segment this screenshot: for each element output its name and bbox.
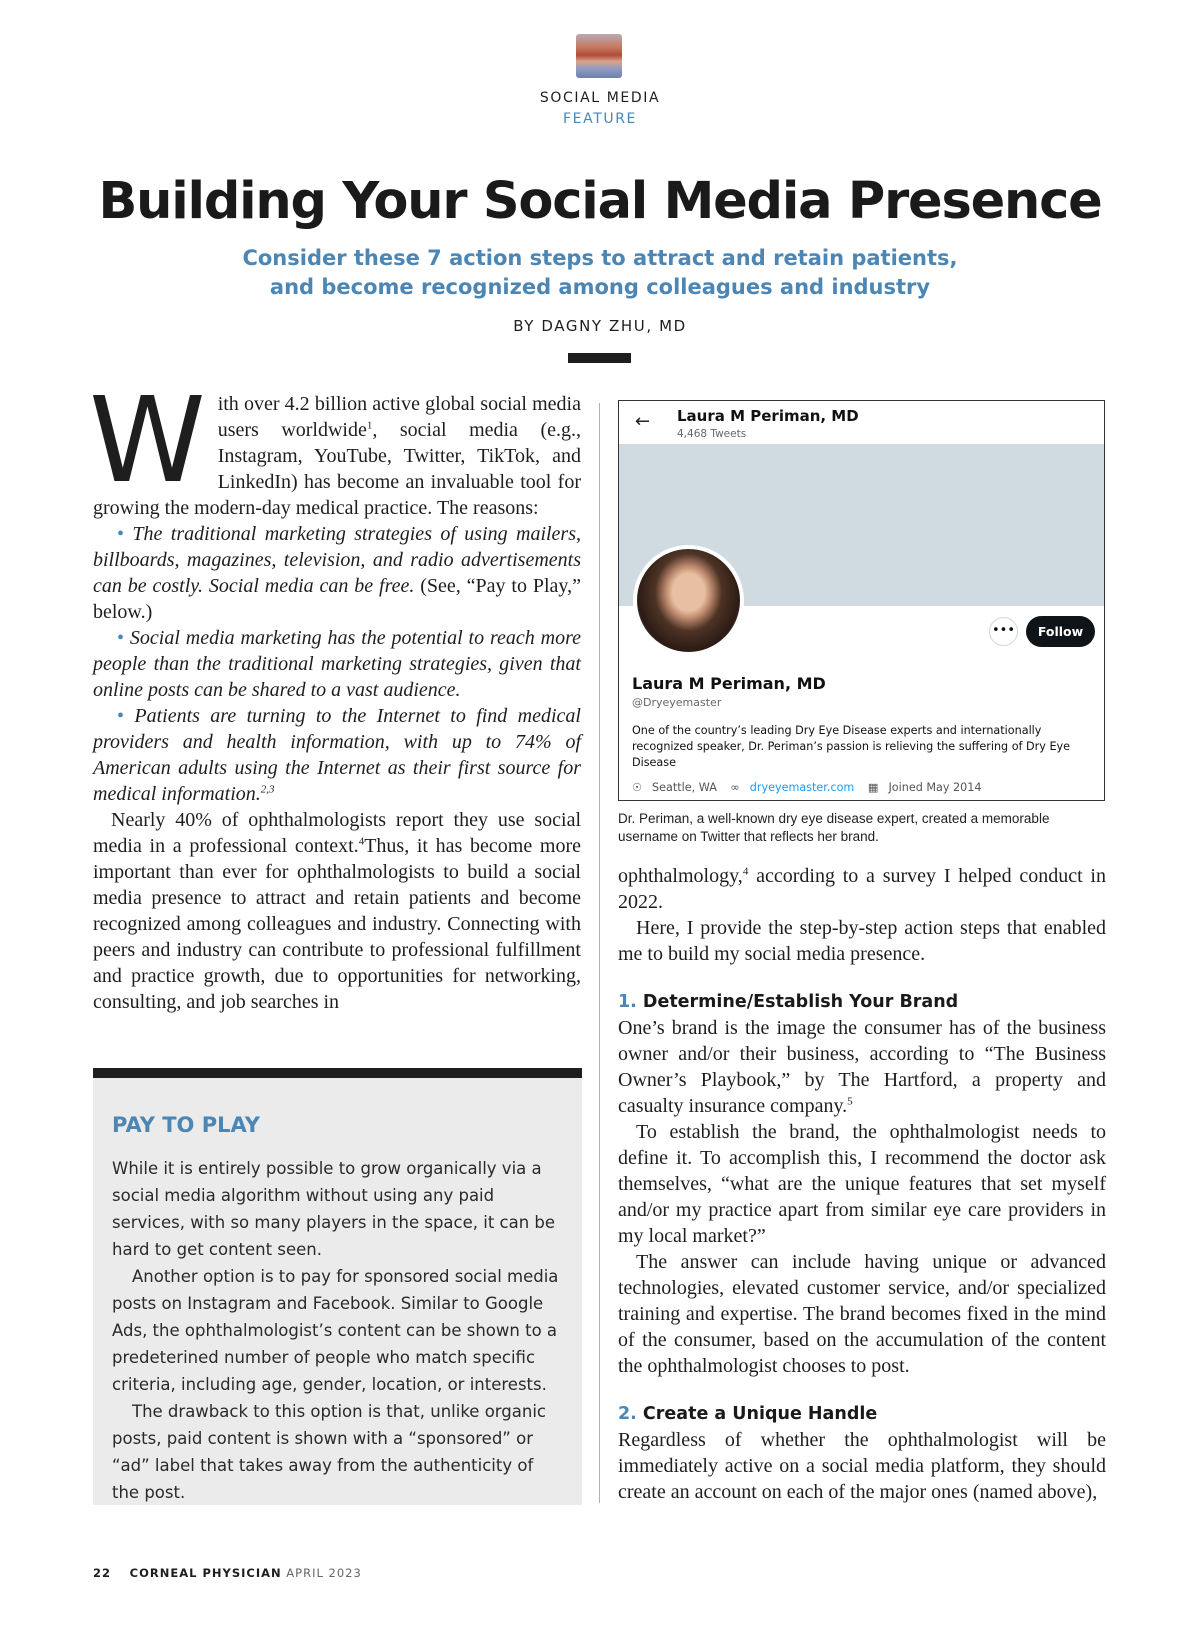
section-label: SOCIAL MEDIA xyxy=(539,90,661,106)
subtitle-line-1: Consider these 7 action steps to attract and retain patients, xyxy=(242,246,958,270)
body-paragraph: The answer can include having unique or advanced technologies, elevated customer service, and/or specialized training and expertise. The brand becomes fixed in the mind of the consumer, based on the accumulation of the content the ophthalmologist chooses to post. xyxy=(618,1251,1106,1377)
profile-name: Laura M Periman, MD xyxy=(632,674,826,693)
step-2-heading: 2. Create a Unique Handle xyxy=(618,1404,878,1424)
profile-handle: @Dryeyemaster xyxy=(632,696,722,709)
issue-date: APRIL 2023 xyxy=(286,1566,362,1580)
twitter-profile-card xyxy=(618,400,1105,801)
body-paragraph: Here, I provide the step-by-step action steps that enabled me to build my social media presence. xyxy=(618,917,1106,965)
profile-website-link[interactable]: dryeyemaster.com xyxy=(749,781,855,794)
left-column xyxy=(89,371,581,1015)
tweet-count: 4,468 Tweets xyxy=(677,428,747,440)
body-paragraph: One’s brand is the image the consumer has of the business owner and/or their business, according to “The Business Owner’s Playbook,” by The Hartford, a property and casualty insurance company.$^5$ xyxy=(618,1017,1106,1117)
page-number: 22 xyxy=(93,1566,112,1580)
sidebar-paragraph: While it is entirely possible to grow organically via a social media algorithm without using any paid services, with so many players in the space, it can be hard to get content seen. xyxy=(112,1159,556,1259)
drop-cap: W xyxy=(89,371,206,509)
sidebar-paragraph: The drawback to this option is that, unlike organic posts, paid content is shown with a “sponsored” or “ad” label that takes away from the authenticity of the post. xyxy=(112,1402,546,1502)
article-title: Building Your Social Media Presence xyxy=(98,172,1102,231)
pay-to-play-sidebar xyxy=(93,1068,582,1505)
right-column xyxy=(618,863,1106,1505)
body-paragraph: Nearly 40% of ophthalmologists report they use social media in a professional context.$^4$Thus, it has become more important than ever for ophthalmologists to build a social media presence to attract and retain patients and become recognized among colleagues and industry. Connecting with peers and industry can contribute to professional fulfillment and practice growth, due to opportunities for networking, consulting, and job searches in xyxy=(93,809,581,1013)
body-paragraph: Regardless of whether the ophthalmologist will be immediately active on a social media platform, they should create an account on each of the major ones (named above), xyxy=(618,1429,1106,1503)
bullet-item: • Social media marketing has the potential to reach more people than the traditional marketing strategies, given that online posts can be shared to a vast audience. xyxy=(93,627,581,701)
body-paragraph: ophthalmology,$^4$ according to a survey I helped conduct in 2022. xyxy=(618,865,1106,913)
profile-joined: Joined May 2014 xyxy=(888,781,982,794)
section-sub-label: FEATURE xyxy=(563,111,637,127)
more-options-button[interactable]: ••• xyxy=(989,617,1018,646)
profile-location: Seattle, WA xyxy=(652,781,717,794)
profile-meta xyxy=(632,781,992,794)
article-subtitle xyxy=(200,244,1000,302)
bullet-item: • Patients are turning to the Internet to find medical providers and health information, with up to 74% of American adults using the Internet as their first source for medical information.$^{2,3}$ xyxy=(93,705,581,805)
step-1-heading: 1. Determine/Establish Your Brand xyxy=(618,992,959,1012)
sidebar-title: PAY TO PLAY xyxy=(112,1113,260,1137)
avatar[interactable] xyxy=(633,545,744,656)
arrow-left-icon[interactable]: ← xyxy=(635,411,651,432)
bullet-item: • The traditional marketing strategies of using mailers, billboards, magazines, television, and radio advertisements can be costly. Social media can be free. (See, “Pay to Play,” below.) xyxy=(93,523,581,623)
section-logo-image xyxy=(576,34,622,78)
location-pin-icon: ☉ xyxy=(632,781,643,794)
profile-bio: One of the country’s leading Dry Eye Disease experts and internationally recognized speaker, Dr. Periman’s passion is relieving the suffering of Dry Eye Disease xyxy=(632,724,1071,769)
column-divider xyxy=(599,403,600,1503)
byline-divider xyxy=(568,353,631,363)
magazine-name: CORNEAL PHYSICIAN xyxy=(129,1566,282,1580)
image-caption: Dr. Periman, a well-known dry eye disease expert, created a memorable username on Twitter that reflects her brand. xyxy=(618,811,1050,844)
follow-button[interactable]: Follow xyxy=(1026,616,1095,647)
page-footer xyxy=(93,1566,362,1580)
calendar-icon: ▦ xyxy=(867,781,879,794)
subtitle-line-2: and become recognized among colleagues and industry xyxy=(269,275,931,299)
bullet-dot-icon: • xyxy=(117,627,125,649)
sidebar-paragraph: Another option is to pay for sponsored social media posts on Instagram and Facebook. Similar to Google Ads, the ophthalmologist’s content can be shown to a predeterined number of people who match specific criteria, including age, gender, location, or interests. xyxy=(112,1267,559,1394)
bullet-dot-icon: • xyxy=(117,705,125,727)
link-icon: ∞ xyxy=(730,781,740,794)
body-paragraph: To establish the brand, the ophthalmologist needs to define it. To accomplish this, I recommend the doctor ask themselves, “what are the unique features that set myself and/or my practice apart from similar eye care providers in my local market?” xyxy=(618,1121,1106,1247)
byline: BY DAGNY ZHU, MD xyxy=(513,317,687,335)
profile-name-header: Laura M Periman, MD xyxy=(677,407,859,425)
sidebar-body xyxy=(112,1155,562,1506)
intro-paragraph: With over 4.2 billion active global social media users worldwide$^1$, social media (e.g., Instagram, YouTube, Twitter, TikTok, and LinkedIn) has become an invaluable tool for growing the modern-day medical practice. The reasons: xyxy=(89,371,581,519)
bullet-dot-icon: • xyxy=(117,523,125,545)
